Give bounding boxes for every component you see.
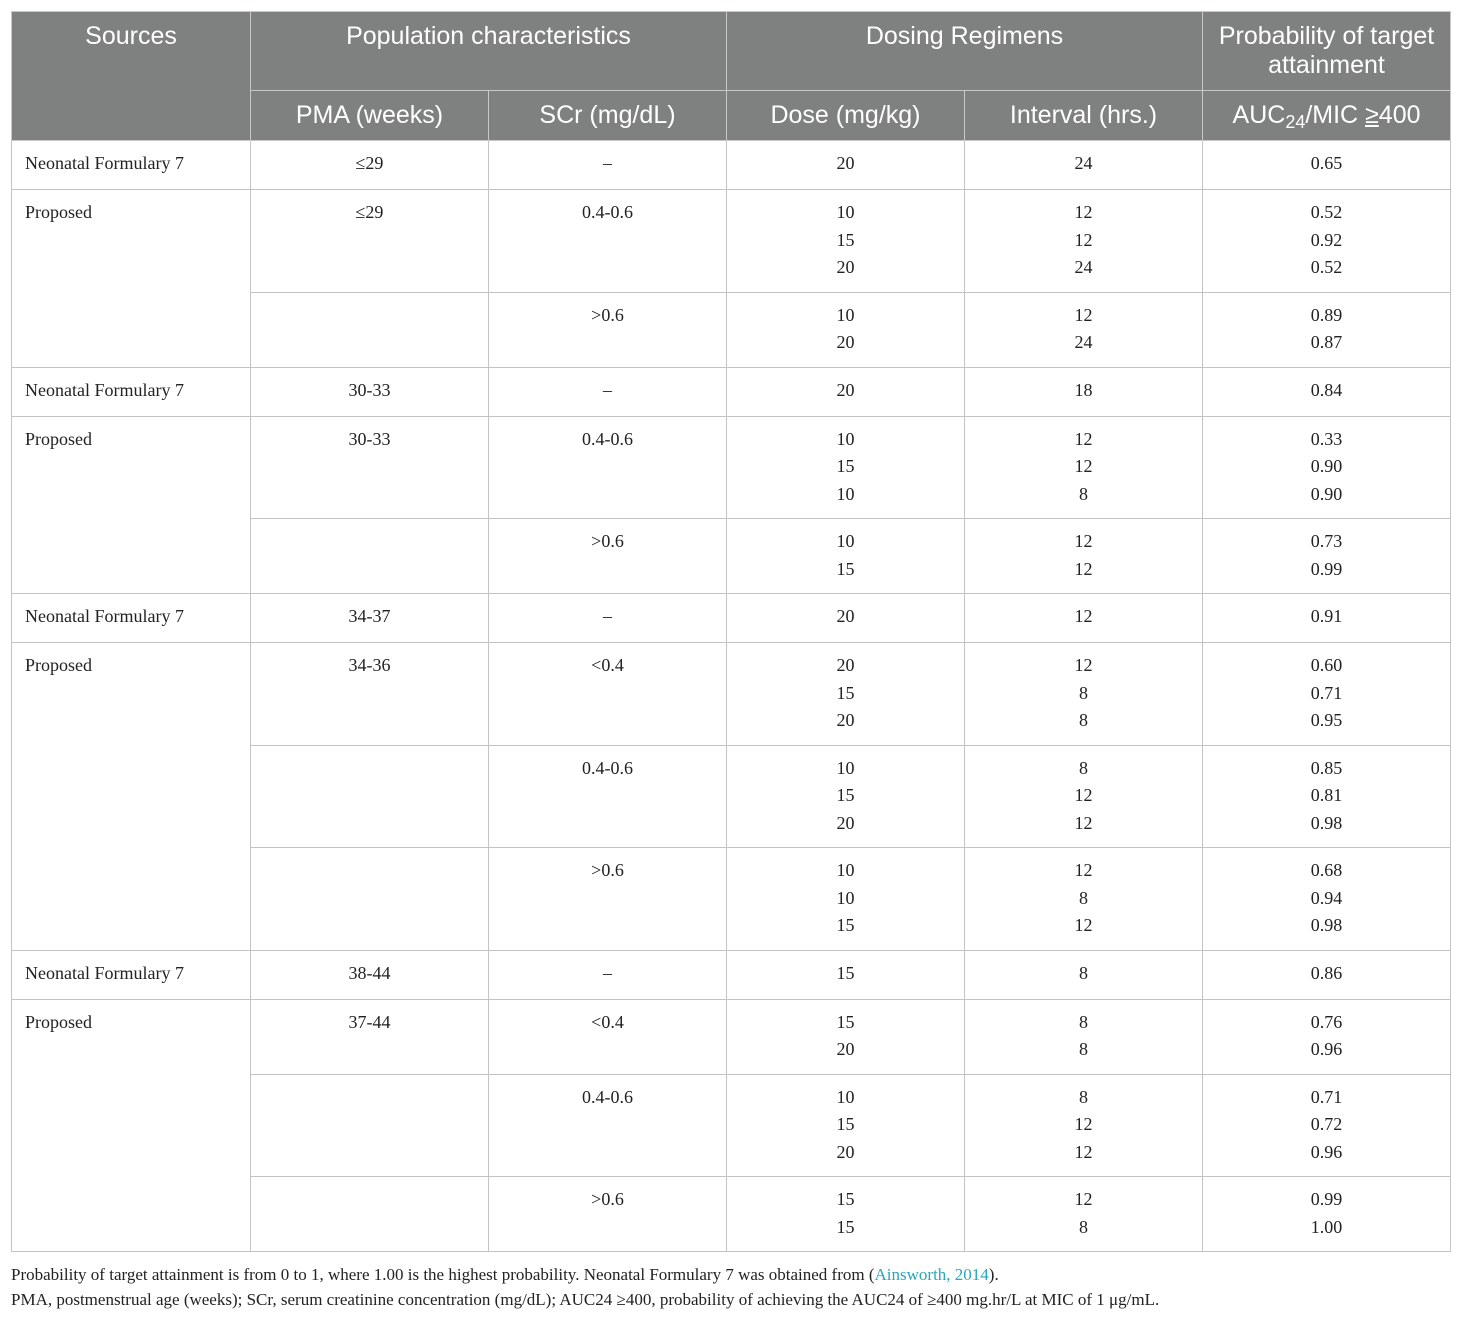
cell-scr: 0.4-0.6: [489, 745, 727, 848]
cell-probability-value: 0.84: [1310, 379, 1343, 400]
cell-probability: [1203, 416, 1451, 519]
cell-probability: [1203, 643, 1451, 746]
cell-scr: –: [489, 367, 727, 416]
cell-probability: [1203, 848, 1451, 951]
cell-interval: [965, 594, 1203, 643]
cell-dose-value: 20: [836, 606, 855, 626]
cell-interval-value: 12: [1074, 812, 1093, 833]
cell-probability-value: 0.89: [1310, 304, 1343, 325]
table-row: [12, 594, 1451, 643]
header-population: Population characteristics: [251, 12, 727, 91]
cell-dose: [727, 745, 965, 848]
header-dose: Dose (mg/kg): [727, 91, 965, 141]
cell-dose-value: 20: [836, 257, 855, 277]
cell-interval: [965, 416, 1203, 519]
cell-dose-value: 20: [836, 1039, 855, 1059]
cell-dose-value: 20: [836, 710, 855, 730]
table-row: [12, 950, 1451, 999]
cell-dose-value: 15: [836, 456, 855, 476]
cell-interval: [965, 950, 1203, 999]
cell-interval: [965, 519, 1203, 594]
cell-probability-value: 0.87: [1310, 332, 1343, 352]
cell-source: Neonatal Formulary 7: [12, 141, 251, 190]
cell-probability: [1203, 999, 1451, 1074]
cell-scr: 0.4-0.6: [489, 190, 727, 293]
cell-interval-value: 8: [1079, 887, 1088, 908]
cell-scr: <0.4: [489, 999, 727, 1074]
cell-dose-value: 20: [836, 332, 855, 352]
cell-probability-value: 1.00: [1310, 1216, 1343, 1237]
cell-dose: [727, 292, 965, 367]
header-scr: SCr (mg/dL): [489, 91, 727, 141]
cell-probability: [1203, 594, 1451, 643]
cell-probability-value: 0.71: [1310, 1086, 1343, 1107]
cell-interval: [965, 141, 1203, 190]
cell-pma: [251, 292, 489, 367]
cell-dose: [727, 999, 965, 1074]
table-footnotes: [11, 1262, 1451, 1312]
header-auc-ge: ≥: [1365, 101, 1379, 129]
citation-link[interactable]: Ainsworth, 2014: [874, 1265, 989, 1284]
cell-interval: [965, 999, 1203, 1074]
cell-interval: [965, 292, 1203, 367]
header-dosing: Dosing Regimens: [727, 12, 1203, 91]
cell-source: Neonatal Formulary 7: [12, 594, 251, 643]
cell-scr: –: [489, 594, 727, 643]
cell-probability-value: 0.72: [1310, 1114, 1343, 1134]
cell-source: Neonatal Formulary 7: [12, 367, 251, 416]
cell-probability-value: 0.99: [1310, 1189, 1343, 1209]
cell-interval-value: 12: [1074, 558, 1093, 579]
cell-probability-value: 0.98: [1310, 812, 1343, 833]
cell-interval-value: 12: [1074, 1114, 1093, 1134]
cell-pma: 34-36: [251, 643, 489, 746]
table-row: [12, 416, 1451, 519]
cell-interval-value: 12: [1074, 1189, 1093, 1209]
cell-scr: >0.6: [489, 848, 727, 951]
data-table: [11, 11, 1451, 1252]
cell-probability-value: 0.33: [1310, 428, 1343, 449]
cell-probability-value: 0.71: [1310, 682, 1343, 703]
cell-probability-value: 0.96: [1310, 1141, 1343, 1162]
cell-dose: [727, 950, 965, 999]
cell-interval-value: 8: [1079, 1216, 1088, 1237]
cell-probability: [1203, 1074, 1451, 1177]
cell-dose-value: 15: [836, 1114, 855, 1134]
cell-source: Neonatal Formulary 7: [12, 950, 251, 999]
cell-dose-value: 10: [836, 887, 855, 908]
cell-pma: 34-37: [251, 594, 489, 643]
cell-dose-value: 15: [836, 558, 855, 579]
cell-scr: >0.6: [489, 292, 727, 367]
cell-dose: [727, 594, 965, 643]
cell-dose-value: 20: [836, 379, 855, 400]
cell-interval: [965, 367, 1203, 416]
cell-probability-value: 0.86: [1310, 962, 1343, 983]
cell-probability: [1203, 190, 1451, 293]
table-row: [12, 367, 1451, 416]
cell-dose: [727, 416, 965, 519]
cell-pma: [251, 519, 489, 594]
cell-interval: [965, 1074, 1203, 1177]
cell-interval-value: 8: [1079, 682, 1088, 703]
cell-interval-value: 12: [1074, 655, 1093, 675]
footnote-1-end: ).: [988, 1265, 999, 1284]
cell-interval: [965, 1177, 1203, 1252]
cell-pma: 38-44: [251, 950, 489, 999]
cell-scr: >0.6: [489, 1177, 727, 1252]
cell-dose-value: 15: [836, 785, 855, 805]
cell-probability-value: 0.85: [1310, 757, 1343, 778]
cell-interval-value: 8: [1079, 757, 1088, 778]
cell-dose-value: 10: [836, 757, 855, 778]
cell-dose-value: 20: [836, 1141, 855, 1162]
cell-interval: [965, 643, 1203, 746]
cell-probability: [1203, 519, 1451, 594]
cell-dose-value: 10: [836, 304, 855, 325]
cell-dose-value: 20: [836, 812, 855, 833]
cell-interval-value: 8: [1079, 1011, 1088, 1032]
cell-interval-value: 12: [1074, 785, 1093, 805]
cell-dose-value: 10: [836, 428, 855, 449]
cell-interval-value: 12: [1074, 456, 1093, 476]
table-row: [12, 643, 1451, 746]
cell-scr: –: [489, 141, 727, 190]
cell-probability-value: 0.90: [1310, 456, 1343, 476]
header-probability: Probability of target attainment: [1203, 12, 1451, 91]
cell-dose-value: 15: [836, 1189, 855, 1209]
cell-dose-value: 10: [836, 1086, 855, 1107]
cell-source: Proposed: [12, 416, 251, 594]
cell-probability-value: 0.52: [1310, 257, 1343, 277]
cell-dose: [727, 1177, 965, 1252]
cell-interval-value: 12: [1074, 304, 1093, 325]
table-row: [12, 999, 1451, 1074]
cell-dose-value: 10: [836, 483, 855, 504]
cell-dose-value: 15: [836, 1216, 855, 1237]
header-sources: Sources: [12, 12, 251, 141]
cell-pma: ≤29: [251, 190, 489, 293]
cell-dose: [727, 1074, 965, 1177]
cell-probability-value: 0.92: [1310, 229, 1343, 250]
cell-interval-value: 12: [1074, 428, 1093, 449]
cell-dose: [727, 190, 965, 293]
cell-interval-value: 24: [1074, 332, 1093, 352]
cell-interval-value: 8: [1079, 710, 1088, 730]
cell-scr: –: [489, 950, 727, 999]
cell-probability-value: 0.81: [1310, 785, 1343, 805]
cell-interval-value: 24: [1074, 153, 1093, 173]
cell-interval-value: 8: [1079, 962, 1088, 983]
cell-interval: [965, 745, 1203, 848]
cell-dose: [727, 643, 965, 746]
cell-scr: 0.4-0.6: [489, 416, 727, 519]
cell-probability: [1203, 367, 1451, 416]
cell-dose-value: 15: [836, 682, 855, 703]
cell-pma: [251, 745, 489, 848]
cell-interval-value: 12: [1074, 860, 1093, 880]
cell-pma: 30-33: [251, 416, 489, 519]
table-header: [12, 12, 1451, 141]
cell-source: Proposed: [12, 190, 251, 368]
cell-probability-value: 0.73: [1310, 531, 1343, 551]
footnote-1: [11, 1262, 1451, 1287]
cell-pma: ≤29: [251, 141, 489, 190]
cell-interval-value: 24: [1074, 257, 1093, 277]
cell-interval-value: 12: [1074, 531, 1093, 551]
cell-interval-value: 12: [1074, 202, 1093, 222]
cell-dose-value: 10: [836, 202, 855, 222]
cell-interval: [965, 848, 1203, 951]
cell-probability: [1203, 1177, 1451, 1252]
cell-dose: [727, 848, 965, 951]
header-auc-value: 400: [1378, 101, 1421, 129]
footnote-2: PMA, postmenstrual age (weeks); SCr, serum creatinine concentration (mg/dL); AUC24 ≥400, probability of achieving the AUC24 of ≥400 mg.hr/L at MIC of 1 μg/mL.: [11, 1290, 1160, 1309]
cell-probability: [1203, 141, 1451, 190]
cell-probability-value: 0.90: [1310, 483, 1343, 504]
header-auc-sub: 24: [1285, 112, 1306, 132]
cell-interval-value: 8: [1079, 1086, 1088, 1107]
cell-interval-value: 12: [1074, 915, 1093, 935]
cell-pma: 30-33: [251, 367, 489, 416]
cell-dose-value: 10: [836, 531, 855, 551]
cell-scr: >0.6: [489, 519, 727, 594]
cell-dose-value: 15: [836, 915, 855, 935]
cell-probability: [1203, 292, 1451, 367]
cell-probability-value: 0.96: [1310, 1039, 1343, 1059]
cell-probability: [1203, 745, 1451, 848]
cell-interval-value: 8: [1079, 483, 1088, 504]
cell-dose-value: 15: [836, 962, 855, 983]
cell-probability-value: 0.99: [1310, 558, 1343, 579]
cell-probability-value: 0.98: [1310, 915, 1343, 935]
cell-probability-value: 0.76: [1310, 1011, 1343, 1032]
footnote-1-text: Probability of target attainment is from 0 to 1, where 1.00 is the highest probability. Neonatal Formulary 7 was obtained from (: [11, 1265, 875, 1284]
header-auc-mid: /MIC: [1305, 101, 1366, 129]
cell-interval-value: 12: [1074, 1141, 1093, 1162]
cell-interval-value: 12: [1074, 229, 1093, 250]
cell-interval-value: 8: [1079, 1039, 1088, 1059]
cell-probability-value: 0.91: [1310, 606, 1343, 626]
cell-dose-value: 20: [836, 153, 855, 173]
cell-probability-value: 0.60: [1310, 655, 1343, 675]
cell-dose: [727, 367, 965, 416]
header-pma: PMA (weeks): [251, 91, 489, 141]
table-row: [12, 190, 1451, 293]
cell-interval-value: 18: [1074, 379, 1093, 400]
cell-dose-value: 15: [836, 229, 855, 250]
cell-source: Proposed: [12, 999, 251, 1252]
cell-pma: 37-44: [251, 999, 489, 1074]
cell-probability-value: 0.68: [1310, 860, 1343, 880]
cell-dose: [727, 519, 965, 594]
header-auc-prefix: AUC: [1232, 101, 1286, 129]
cell-pma: [251, 1177, 489, 1252]
cell-probability: [1203, 950, 1451, 999]
cell-probability-value: 0.65: [1310, 153, 1343, 173]
cell-probability-value: 0.95: [1310, 710, 1343, 730]
cell-pma: [251, 1074, 489, 1177]
cell-dose: [727, 141, 965, 190]
header-auc: [1203, 91, 1451, 141]
cell-pma: [251, 848, 489, 951]
cell-dose-value: 10: [836, 860, 855, 880]
cell-source: Proposed: [12, 643, 251, 951]
cell-probability-value: 0.52: [1310, 202, 1343, 222]
header-interval: Interval (hrs.): [965, 91, 1203, 141]
cell-interval: [965, 190, 1203, 293]
cell-probability-value: 0.94: [1310, 887, 1343, 908]
cell-dose-value: 20: [836, 655, 855, 675]
cell-scr: 0.4-0.6: [489, 1074, 727, 1177]
cell-dose-value: 15: [836, 1011, 855, 1032]
table-body: [12, 141, 1451, 1252]
cell-scr: <0.4: [489, 643, 727, 746]
cell-interval-value: 12: [1074, 606, 1093, 626]
table-row: [12, 141, 1451, 190]
